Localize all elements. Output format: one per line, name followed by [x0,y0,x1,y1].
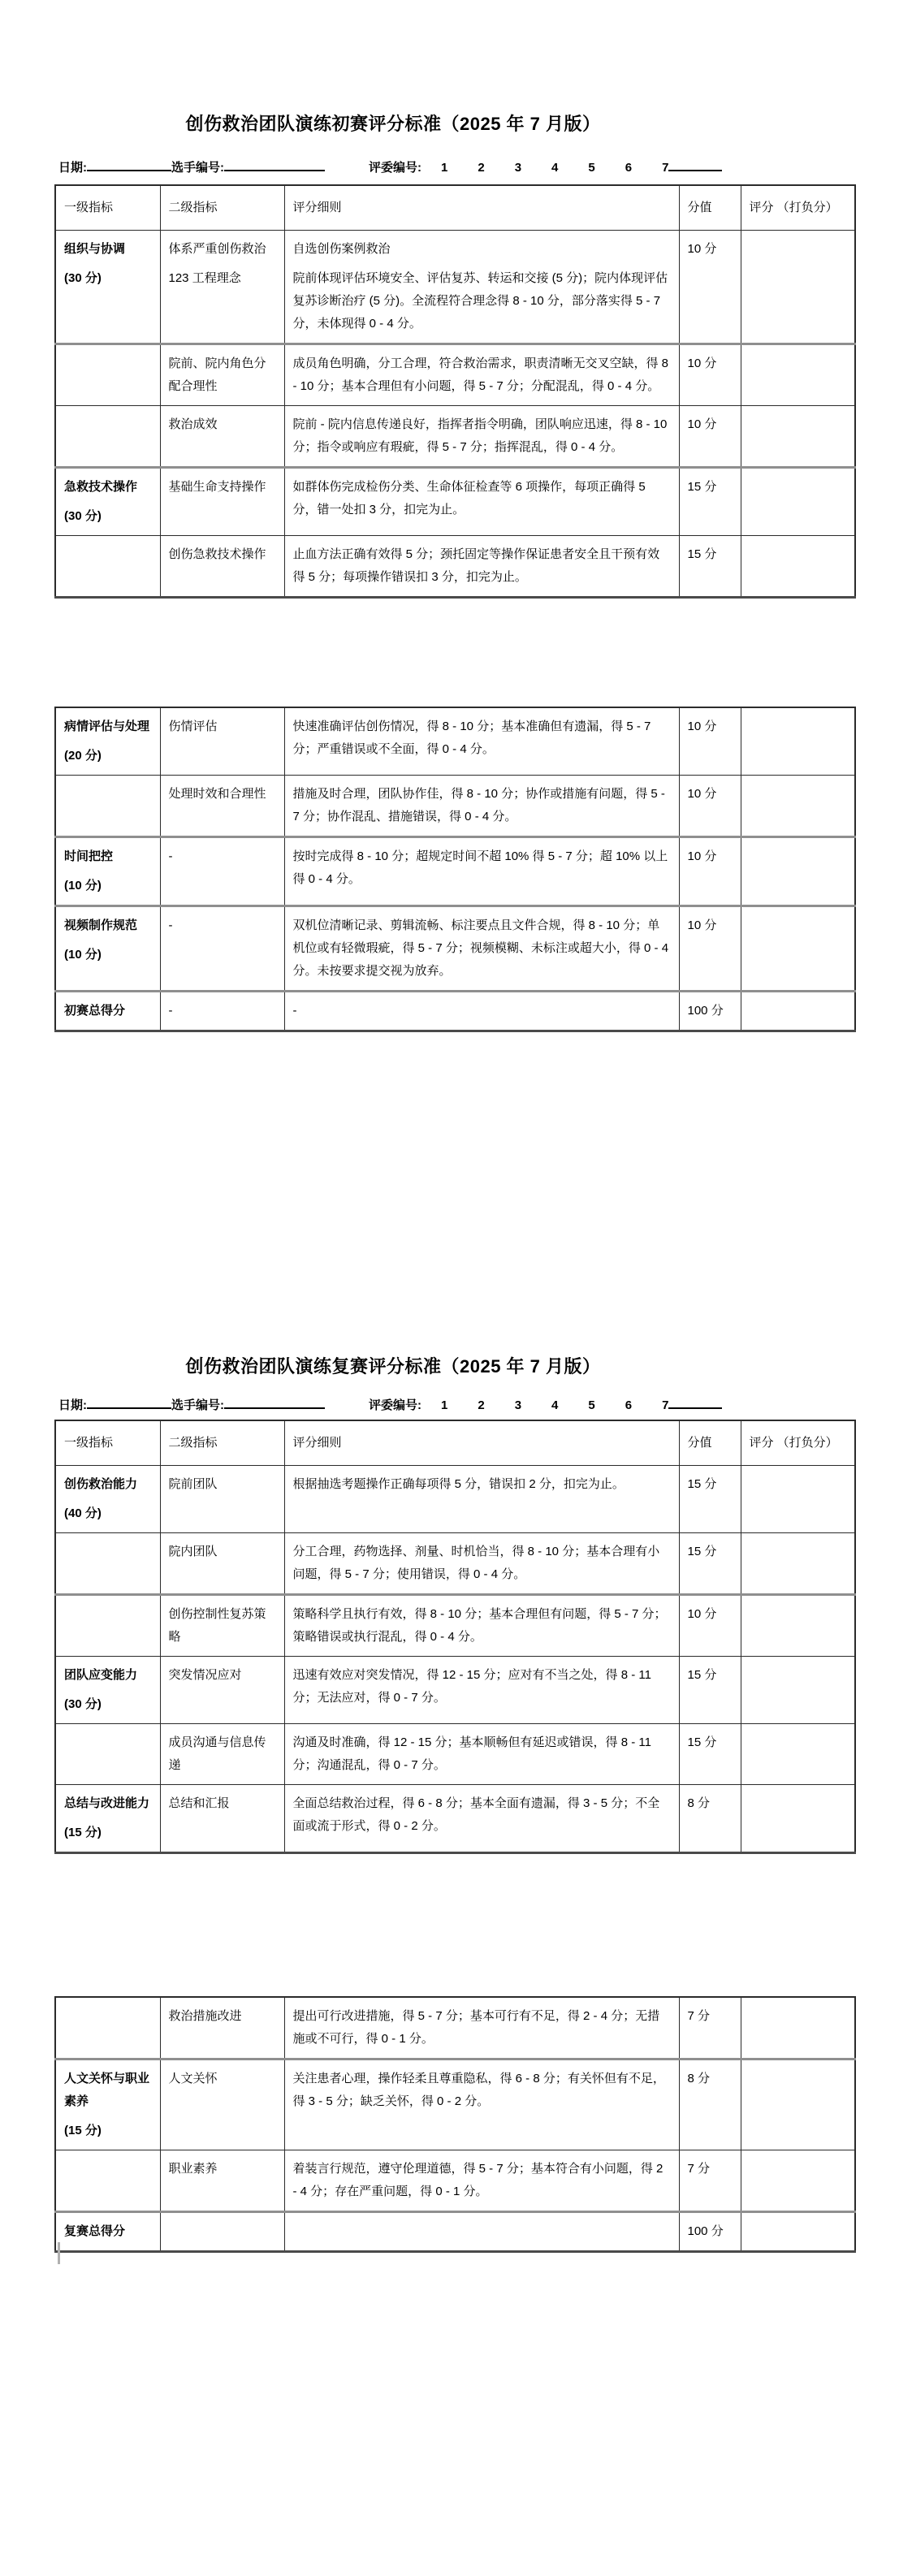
column-header: 分值 [679,185,741,231]
level1-indicator-cell [55,468,160,536]
cell-text-line: (10 分) [64,948,102,962]
level1-indicator-cell [55,1657,160,1724]
level2-indicator-cell [160,1724,284,1785]
document-title-preliminary: 创伤救治团队演练初赛评分标准（2025 年 7 月版） [185,114,601,134]
cell-text-line: 病情评估与处理 [64,720,150,733]
cell-text-line: 10 分 [687,1607,717,1621]
rating-cell[interactable] [741,1657,855,1724]
points-cell [679,344,741,406]
level1-indicator-cell [55,344,160,406]
cell-text-line: 提出可行改进措施，得 5 - 7 分；基本可行有不足，得 2 - 4 分；无措施或不可行，得 0 - 1 分。 [292,2009,660,2046]
date-blank-field[interactable] [87,1395,171,1409]
cell-text-line: 10 分 [687,787,717,801]
level1-indicator-cell [55,2150,160,2212]
table-row [55,837,855,906]
level1-indicator-cell [55,2212,160,2252]
column-header: 二级指标 [160,1420,284,1466]
cell-text-line: (20 分) [64,749,102,763]
level2-indicator-cell [160,231,284,344]
judge-number: 1 [441,161,448,175]
table-row [55,468,855,536]
cell-text-line: (15 分) [64,1826,102,1839]
cell-text-line: 院前体现评估环境安全、评估复苏、转运和交接 (5 分)；院内体现评估复苏诊断治疗 (5 分)。全流程符合理念得 8 - 10 分，部分落实得 5 - 7 分，未体现得 0 - 4 分。 [292,271,668,331]
cell-text-line: 10 分 [687,242,717,256]
cell-text-line: 院前、院内角色分配合理性 [168,357,266,393]
points-cell [679,2060,741,2150]
level1-indicator-cell [55,1724,160,1785]
table-row [55,406,855,468]
rating-cell[interactable] [741,344,855,406]
level1-indicator-cell [55,1785,160,1853]
points-cell [679,707,741,776]
cell-text-line: 15 分 [687,1735,717,1749]
column-header: 评分细则 [284,1420,679,1466]
cell-text-line: 10 分 [687,918,717,932]
table-row [55,2060,855,2150]
column-header: 评分细则 [284,185,679,231]
level2-indicator-cell [160,2212,284,2252]
table-row [55,1724,855,1785]
level2-indicator-cell [160,536,284,598]
cell-text-line: 创伤急救技术操作 [168,547,266,561]
cell-text-line: 着装言行规范，遵守伦理道德，得 5 - 7 分；基本符合有小问题，得 2 - 4 分；存在严重问题，得 0 - 1 分。 [292,2162,663,2198]
level1-indicator-cell [55,837,160,906]
cell-text-line: 100 分 [687,1004,724,1018]
rating-cell[interactable] [741,1997,855,2060]
cell-text-line: 时间把控 [64,849,114,863]
table-row [55,992,855,1031]
cell-text-line: 策略科学且执行有效，得 8 - 10 分；基本合理但有问题，得 5 - 7 分；策略错误或执行混乱，得 0 - 4 分。 [292,1607,667,1644]
level2-indicator-cell [160,1466,284,1533]
cell-text-line: 迅速有效应对突发情况，得 12 - 15 分；应对有不当之处，得 8 - 11 分；无法应对，得 0 - 7 分。 [292,1668,651,1705]
criteria-cell [284,406,679,468]
cell-text-line: 100 分 [687,2224,724,2238]
criteria-cell [284,2060,679,2150]
level2-indicator-cell [160,1997,284,2060]
criteria-cell [284,1466,679,1533]
points-cell [679,1724,741,1785]
meta-line [58,1395,871,1413]
criteria-cell [284,1657,679,1724]
cell-text-line: 总结和汇报 [168,1796,230,1810]
level2-indicator-cell [160,707,284,776]
level2-indicator-cell [160,344,284,406]
criteria-cell [284,1724,679,1785]
cell-text-line: 院前团队 [168,1477,218,1491]
level1-indicator-cell [55,707,160,776]
criteria-cell [284,468,679,536]
criteria-cell [284,231,679,344]
cell-text-line: 关注患者心理，操作轻柔且尊重隐私，得 6 - 8 分；有关怀但有不足，得 3 - 5 分；缺乏关怀，得 0 - 2 分。 [292,2072,665,2108]
cell-text-line: 8 分 [687,1796,711,1810]
cell-text-line: (30 分) [64,271,102,285]
criteria-cell [284,1785,679,1853]
level2-indicator-cell [160,837,284,906]
points-cell [679,1466,741,1533]
column-header: 分值 [679,1420,741,1466]
cell-text-line: 如群体伤完成检伤分类、生命体征检查等 6 项操作，每项正确得 5 分，错一处扣 3 分，扣完为止。 [292,480,646,516]
points-cell [679,837,741,906]
judge-number: 3 [514,161,522,175]
final-scoring-table-part2 [54,1996,856,2253]
cell-text-line: 15 分 [687,547,717,561]
rating-cell[interactable] [741,776,855,837]
level2-indicator-cell [160,906,284,992]
cell-text-line: 15 分 [687,1477,717,1491]
table-row [55,707,855,776]
column-header: 评分 （打负分） [741,1420,855,1466]
column-header: 二级指标 [160,185,284,231]
criteria-cell [284,906,679,992]
rating-cell[interactable] [741,536,855,598]
cell-text-line: 初赛总得分 [64,1004,126,1018]
judge-number-blank-field[interactable] [668,158,722,171]
table-row [55,1533,855,1595]
points-cell [679,2212,741,2252]
cell-text-line: 处理时效和合理性 [168,787,266,801]
text-cursor [58,2242,60,2264]
criteria-cell [284,536,679,598]
cell-text-line: (30 分) [64,509,102,523]
column-header: 一级指标 [55,1420,160,1466]
preliminary-scoring-table-part1 [54,184,856,599]
criteria-cell [284,707,679,776]
cell-text-line: 团队应变能力 [64,1668,138,1682]
judge-number: 6 [625,1398,633,1412]
level1-indicator-cell [55,1997,160,2060]
cell-text-line: 根据抽选考题操作正确每项得 5 分，错误扣 2 分，扣完为止。 [292,1477,625,1491]
level2-indicator-cell [160,1657,284,1724]
judge-number: 4 [551,161,559,175]
cell-text-line: 院内团队 [168,1545,218,1558]
judge-number: 5 [588,161,595,175]
table-header-row [55,1420,855,1466]
level1-indicator-cell [55,536,160,598]
level1-indicator-cell [55,1466,160,1533]
player-number-label: 选手编号: [171,161,224,175]
cell-text-line: 人文关怀与职业素养 [64,2072,150,2108]
cell-text-line: 成员角色明确，分工合理，符合救治需求，职责清晰无交叉空缺，得 8 - 10 分；基本合理但有小问题，得 5 - 7 分；分配混乱，得 0 - 4 分。 [292,357,669,393]
level1-indicator-cell [55,1595,160,1657]
judge-number-label: 评委编号: [369,1398,421,1412]
cell-text-line: 按时完成得 8 - 10 分；超规定时间不超 10% 得 5 - 7 分；超 10% 以上得 0 - 4 分。 [292,849,668,886]
points-cell [679,992,741,1031]
table-row [55,2150,855,2212]
column-header: 评分 （打负分） [741,185,855,231]
cell-text-line: 15 分 [687,480,717,494]
cell-text-line: 救治成效 [168,417,218,431]
level1-indicator-cell [55,776,160,837]
level2-indicator-cell [160,992,284,1031]
level2-indicator-cell [160,1595,284,1657]
points-cell [679,1533,741,1595]
points-cell [679,231,741,344]
judge-number: 2 [478,1398,485,1412]
judge-number: 5 [588,1398,595,1412]
level1-indicator-cell [55,231,160,344]
cell-text-line: - [168,849,173,863]
level2-indicator-cell [160,2150,284,2212]
meta-line [58,158,871,175]
judge-number: 6 [625,161,633,175]
level1-indicator-cell [55,2060,160,2150]
rating-cell[interactable] [741,837,855,906]
rating-cell[interactable] [741,1533,855,1595]
judge-number: 1 [441,1398,448,1412]
cell-text-line: 院前 - 院内信息传递良好，指挥者指令明确，团队响应迅速，得 8 - 10 分；指令或响应有瑕疵，得 5 - 7 分；指挥混乱，得 0 - 4 分。 [292,417,668,454]
table-row [55,2212,855,2252]
judge-number: 7 [662,161,669,175]
cell-text-line: 止血方法正确有效得 5 分；颈托固定等操作保证患者安全且干预有效得 5 分；每项操作错误扣 3 分，扣完为止。 [292,547,660,584]
rating-cell[interactable] [741,1466,855,1533]
judge-number-label: 评委编号: [369,161,421,175]
player-number-blank-field[interactable] [224,158,325,171]
cell-text-line: 措施及时合理，团队协作佳，得 8 - 10 分；协作或措施有问题，得 5 - 7 分；协作混乱、措施错误，得 0 - 4 分。 [292,787,665,823]
cell-text-line: 急救技术操作 [64,480,138,494]
cell-text-line: 自选创伤案例救治 [292,242,391,256]
column-header: 一级指标 [55,185,160,231]
cell-text-line: 7 分 [687,2162,711,2176]
level2-indicator-cell [160,2060,284,2150]
date-blank-field[interactable] [87,158,171,171]
cell-text-line: 沟通及时准确，得 12 - 15 分；基本顺畅但有延迟或错误，得 8 - 11 分；沟通混乱，得 0 - 7 分。 [292,1735,651,1772]
rating-cell[interactable] [741,2212,855,2252]
cell-text-line: 成员沟通与信息传递 [168,1735,266,1772]
cell-text-line: 全面总结救治过程，得 6 - 8 分；基本全面有遗漏，得 3 - 5 分；不全面或流于形式，得 0 - 2 分。 [292,1796,660,1833]
level2-indicator-cell [160,468,284,536]
points-cell [679,2150,741,2212]
rating-cell[interactable] [741,406,855,468]
cell-text-line: (15 分) [64,2124,102,2137]
cell-text-line: 体系严重创伤救治 [168,242,266,256]
rating-cell[interactable] [741,231,855,344]
cell-text-line: 人文关怀 [168,2072,218,2085]
document-title-final: 创伤救治团队演练复赛评分标准（2025 年 7 月版） [185,1356,601,1377]
criteria-cell [284,992,679,1031]
table-row [55,344,855,406]
criteria-cell [284,1533,679,1595]
cell-text-line: 10 分 [687,357,717,370]
points-cell [679,906,741,992]
table-row [55,1785,855,1853]
cell-text-line: 创伤控制性复苏策略 [168,1607,266,1644]
level2-indicator-cell [160,776,284,837]
rating-cell[interactable] [741,1595,855,1657]
cell-text-line: 复赛总得分 [64,2224,126,2238]
level2-indicator-cell [160,1785,284,1853]
points-cell [679,1997,741,2060]
table-header-row [55,185,855,231]
cell-text-line: 10 分 [687,417,717,431]
judge-number-list [421,1398,668,1412]
date-label: 日期: [58,161,87,175]
table-row [55,536,855,598]
rating-cell[interactable] [741,1785,855,1853]
cell-text-line: - [168,1004,173,1018]
player-number-label: 选手编号: [171,1398,224,1412]
rating-cell[interactable] [741,707,855,776]
level1-indicator-cell [55,992,160,1031]
judge-number: 4 [551,1398,559,1412]
cell-text-line: 视频制作规范 [64,918,138,932]
cell-text-line: 快速准确评估创伤情况，得 8 - 10 分；基本准确但有遗漏，得 5 - 7 分；严重错误或不全面，得 0 - 4 分。 [292,720,651,756]
points-cell [679,468,741,536]
cell-text-line: 123 工程理念 [168,271,241,285]
final-scoring-table-part1 [54,1420,856,1854]
cell-text-line: 基础生命支持操作 [168,480,266,494]
cell-text-line: 突发情况应对 [168,1668,242,1682]
criteria-cell [284,1997,679,2060]
date-label: 日期: [58,1398,87,1412]
cell-text-line: 8 分 [687,2072,711,2085]
criteria-cell [284,1595,679,1657]
criteria-cell [284,837,679,906]
rating-cell[interactable] [741,906,855,992]
cell-text-line: 救治措施改进 [168,2009,242,2023]
cell-text-line: 伤情评估 [168,720,218,733]
rating-cell[interactable] [741,2150,855,2212]
points-cell [679,776,741,837]
cell-text-line: 7 分 [687,2009,711,2023]
level2-indicator-cell [160,406,284,468]
rating-cell[interactable] [741,2060,855,2150]
table-row [55,1997,855,2060]
level1-indicator-cell [55,1533,160,1595]
cell-text-line: (30 分) [64,1697,102,1711]
table-row [55,906,855,992]
level1-indicator-cell [55,406,160,468]
points-cell [679,1785,741,1853]
cell-text-line: (10 分) [64,879,102,893]
cell-text-line: 双机位清晰记录、剪辑流畅、标注要点且文件合规，得 8 - 10 分；单机位或有轻微瑕疵，得 5 - 7 分；视频模糊、未标注或超大小，得 0 - 4 分。未按要求提交视为放弃。 [292,918,669,978]
preliminary-scoring-table-part2 [54,707,856,1032]
level1-indicator-cell [55,906,160,992]
table-row [55,231,855,344]
judge-number: 3 [514,1398,522,1412]
player-number-blank-field[interactable] [224,1395,325,1409]
cell-text-line: 10 分 [687,849,717,863]
cell-text-line: - [168,918,173,932]
table-row [55,776,855,837]
table-row [55,1466,855,1533]
cell-text-line: 15 分 [687,1668,717,1682]
cell-text-line: - [292,1004,297,1018]
points-cell [679,1657,741,1724]
cell-text-line: 10 分 [687,720,717,733]
criteria-cell [284,2212,679,2252]
cell-text-line: (40 分) [64,1506,102,1520]
points-cell [679,1595,741,1657]
judge-number: 2 [478,161,485,175]
judge-number-list [421,161,668,175]
table-row [55,1595,855,1657]
criteria-cell [284,344,679,406]
rating-cell[interactable] [741,468,855,536]
judge-number: 7 [662,1398,669,1412]
table-row [55,1657,855,1724]
cell-text-line: 15 分 [687,1545,717,1558]
points-cell [679,406,741,468]
cell-text-line: 分工合理，药物选择、剂量、时机恰当，得 8 - 10 分；基本合理有小问题，得 5 - 7 分；使用错误，得 0 - 4 分。 [292,1545,660,1581]
judge-number-blank-field[interactable] [668,1395,722,1409]
cell-text-line: 总结与改进能力 [64,1796,150,1810]
cell-text-line: 组织与协调 [64,242,126,256]
level2-indicator-cell [160,1533,284,1595]
points-cell [679,536,741,598]
rating-cell[interactable] [741,992,855,1031]
rating-cell[interactable] [741,1724,855,1785]
criteria-cell [284,2150,679,2212]
cell-text-line: 创伤救治能力 [64,1477,138,1491]
cell-text-line: 职业素养 [168,2162,218,2176]
criteria-cell [284,776,679,837]
